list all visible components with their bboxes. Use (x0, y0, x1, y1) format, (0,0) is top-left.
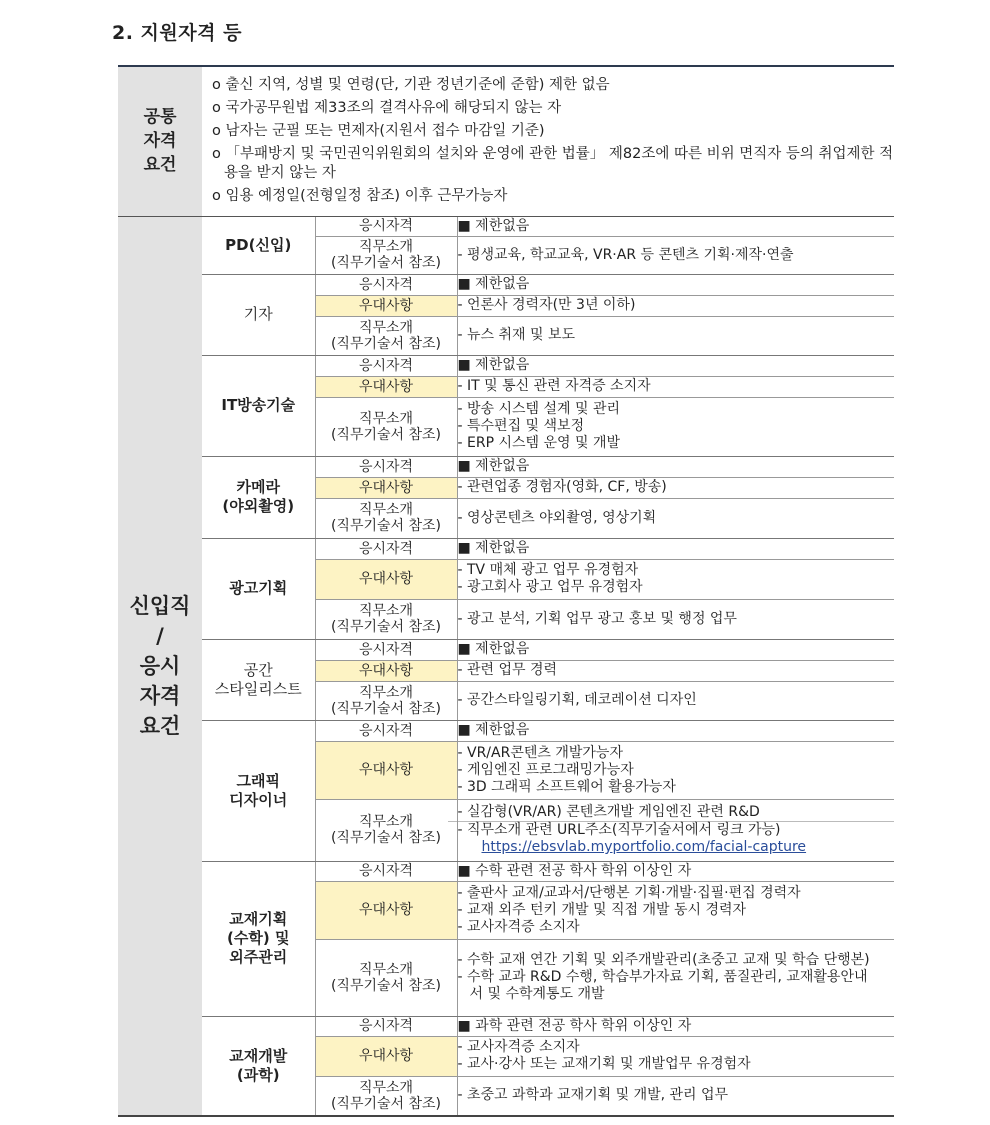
label-line: 직무소개 (358, 814, 414, 830)
common-header-line: 공통 (143, 107, 177, 128)
label-pref: 우대사항 (315, 295, 457, 316)
job-desc (457, 316, 894, 355)
job-textbook-science (202, 1016, 315, 1116)
label-line: 직무소개 (358, 319, 414, 336)
label-line: (직무기술서 참조) (330, 255, 442, 271)
job-name: 디자이너 (229, 790, 288, 809)
pref-line: - 교사·강사 또는 교재기획 및 개발업무 유경험자 (457, 1056, 751, 1072)
common-item: o 남자는 군필 또는 면제자(지원서 접수 마감일 기준) (212, 123, 545, 140)
portfolio-link[interactable]: https://ebsvlab.myportfolio.com/facial-capture (481, 839, 807, 855)
label-pref: 우대사항 (315, 881, 457, 939)
common-requirements (202, 66, 894, 216)
job-name: 스타일리스트 (214, 679, 302, 698)
job-ad-planning (202, 538, 315, 639)
job-desc (457, 236, 894, 274)
job-name: (수학) 및 (227, 929, 290, 947)
job-name: 카메라 (236, 478, 280, 496)
section-title: 2. 지원자격 등 (112, 22, 242, 44)
common-header-line: 자격 (143, 131, 177, 152)
new-hire-header-line: 응시 (139, 653, 181, 678)
pref-line: - VR/AR콘텐츠 개발가능자 (457, 744, 623, 761)
label-job-desc (315, 236, 457, 274)
pref-value (457, 477, 894, 498)
new-hire-header-line: 신입직 (129, 593, 191, 618)
label-line: 직무소개 (358, 239, 414, 255)
label-line: (직무기술서 참조) (330, 977, 442, 994)
label-job-desc (315, 1076, 457, 1116)
common-item: o 출신 지역, 성별 및 연령(단, 기관 정년기준에 준함) 제한 없음 (212, 77, 610, 94)
apply-value: ■ 제한없음 (457, 216, 894, 236)
qualification-table-wrap (118, 65, 894, 1117)
pref-value (457, 295, 894, 316)
label-job-desc (315, 498, 457, 538)
apply-value: ■ 제한없음 (457, 538, 894, 559)
pref-line: - 교사자격증 소지자 (457, 918, 580, 935)
common-item: o 국가공무원법 제33조의 결격사유에 해당되지 않는 자 (212, 100, 562, 117)
job-name: (과학) (236, 1065, 280, 1084)
label-job-desc (315, 599, 457, 639)
pref-line: - 관련업종 경험자(영화, CF, 방송) (457, 479, 667, 495)
apply-value: ■ 제한없음 (457, 355, 894, 376)
job-reporter (202, 274, 315, 355)
desc-line: - 초중고 과학과 교재기획 및 개발, 관리 업무 (457, 1087, 729, 1104)
new-hire-header (118, 216, 202, 1116)
job-name: 광고기획 (229, 579, 288, 597)
desc-line: - 수학 교과 R&D 수행, 학습부가자료 기획, 품질관리, 교재활용안내서 및 수학계통도 개발 (457, 969, 868, 1002)
apply-value: ■ 과학 관련 전공 학사 학위 이상인 자 (457, 1016, 894, 1036)
qualification-table (118, 65, 894, 1117)
pref-line: - 게임엔진 프로그래밍가능자 (457, 761, 634, 778)
pref-line: - 3D 그래픽 소프트웨어 활용가능자 (457, 778, 676, 795)
desc-line: - 수학 교재 연간 기획 및 외주개발관리(초중고 교재 및 학습 단행본) (457, 952, 870, 968)
job-name: IT방송기술 (221, 396, 296, 414)
new-hire-header-line: 요건 (139, 713, 181, 738)
apply-value: ■ 제한없음 (457, 274, 894, 295)
job-desc (457, 397, 894, 456)
label-apply: 응시자격 (315, 538, 457, 559)
label-pref: 우대사항 (315, 1036, 457, 1076)
desc-line: - ERP 시스템 운영 및 개발 (457, 435, 621, 451)
apply-value: ■ 수학 관련 전공 학사 학위 이상인 자 (457, 861, 894, 881)
label-line: (직무기술서 참조) (330, 335, 442, 352)
label-job-desc (315, 939, 457, 1016)
apply-value: ■ 제한없음 (457, 720, 894, 741)
job-it-broadcast (202, 355, 315, 456)
label-apply: 응시자격 (315, 861, 457, 881)
apply-value: ■ 제한없음 (457, 456, 894, 477)
job-desc (457, 599, 894, 639)
label-line: 직무소개 (358, 1079, 414, 1096)
job-name: 교재개발 (229, 1046, 288, 1065)
desc-line: - 특수편집 및 색보정 (457, 418, 585, 434)
job-name: 공간 (243, 660, 273, 679)
label-apply: 응시자격 (315, 216, 457, 236)
label-apply: 응시자격 (315, 639, 457, 660)
job-pd (202, 216, 315, 274)
label-apply: 응시자격 (315, 1016, 457, 1036)
job-name: PD(신입) (225, 235, 292, 254)
new-hire-header-line: 자격 (139, 683, 181, 708)
label-pref: 우대사항 (315, 477, 457, 498)
label-apply: 응시자격 (315, 456, 457, 477)
label-job-desc (315, 681, 457, 720)
label-apply: 응시자격 (315, 274, 457, 295)
job-camera (202, 456, 315, 538)
label-pref: 우대사항 (315, 741, 457, 799)
job-desc (457, 498, 894, 538)
pref-value (457, 660, 894, 681)
label-line: (직무기술서 참조) (330, 700, 442, 717)
job-textbook-math (202, 861, 315, 1016)
label-job-desc (315, 316, 457, 355)
pref-value (457, 741, 894, 799)
label-line: (직무기술서 참조) (330, 830, 442, 846)
pref-value (457, 1036, 894, 1076)
job-graphic-designer (202, 720, 315, 861)
pref-value (457, 881, 894, 939)
label-line: 직무소개 (358, 603, 414, 619)
label-line: 직무소개 (358, 502, 414, 518)
job-name: 그래픽 (236, 771, 280, 790)
desc-line: - 직무소개 관련 URL주소(직무기술서에서 링크 가능) (457, 822, 781, 838)
apply-value: ■ 제한없음 (457, 639, 894, 660)
pref-value (457, 376, 894, 397)
job-desc (457, 681, 894, 720)
label-line: (직무기술서 참조) (330, 518, 442, 534)
job-desc (457, 799, 894, 861)
label-line: (직무기술서 참조) (330, 1095, 442, 1112)
new-hire-header-line: / (156, 623, 164, 648)
pref-line: - IT 및 통신 관련 자격증 소지자 (457, 378, 651, 394)
desc-line: - 광고 분석, 기획 업무 광고 홍보 및 행정 업무 (457, 610, 737, 627)
label-line: 직무소개 (358, 961, 414, 978)
common-item: o 임용 예정일(전형일정 참조) 이후 근무가능자 (212, 188, 508, 205)
label-job-desc (315, 799, 457, 861)
label-line: (직무기술서 참조) (330, 426, 442, 443)
pref-line: - 출판사 교재/교과서/단행본 기획·개발·집필·편집 경력자 (457, 884, 801, 901)
label-apply: 응시자격 (315, 355, 457, 376)
job-space-stylist (202, 639, 315, 720)
pref-line: - 교사자격증 소지자 (457, 1039, 580, 1055)
desc-line: - 방송 시스템 설계 및 관리 (457, 401, 621, 417)
pref-line: - 언론사 경력자(만 3년 이하) (457, 297, 636, 313)
desc-line: - 영상콘텐츠 야외촬영, 영상기획 (457, 509, 657, 526)
label-line: 직무소개 (358, 684, 414, 701)
job-name: (야외촬영) (222, 497, 295, 515)
label-pref: 우대사항 (315, 376, 457, 397)
common-item: o 「부패방지 및 국민권익위원회의 설치와 운영에 관한 법률」 제82조에 따른 비위 면직자 등의 취업제한 적용을 받지 않는 자 (212, 146, 894, 182)
pref-line: - TV 매체 광고 업무 유경험자 (457, 562, 639, 578)
common-header (118, 66, 202, 216)
job-name: 기자 (243, 305, 273, 323)
common-header-line: 요건 (143, 155, 177, 176)
label-pref: 우대사항 (315, 559, 457, 599)
pref-line: - 관련 업무 경력 (457, 662, 558, 678)
job-desc (457, 939, 894, 1016)
desc-line: - 평생교육, 학교교육, VR·AR 등 콘텐츠 기획·제작·연출 (457, 246, 794, 263)
label-apply: 응시자격 (315, 720, 457, 741)
desc-line: - 실감형(VR/AR) 콘텐츠개발 게임엔진 관련 R&D (448, 804, 895, 822)
job-desc (457, 1076, 894, 1116)
job-name: 외주관리 (229, 948, 288, 966)
desc-line: - 공간스타일링기획, 데코레이션 디자인 (457, 692, 697, 708)
pref-value (457, 559, 894, 599)
label-line: (직무기술서 참조) (330, 619, 442, 635)
pref-line: - 광고회사 광고 업무 유경험자 (457, 579, 643, 595)
pref-line: - 교재 외주 턴키 개발 및 직접 개발 동시 경력자 (457, 901, 747, 918)
label-line: 직무소개 (358, 410, 414, 427)
desc-line: - 뉴스 취재 및 보도 (457, 327, 576, 343)
job-name: 교재기획 (229, 910, 288, 928)
label-pref: 우대사항 (315, 660, 457, 681)
label-job-desc (315, 397, 457, 456)
